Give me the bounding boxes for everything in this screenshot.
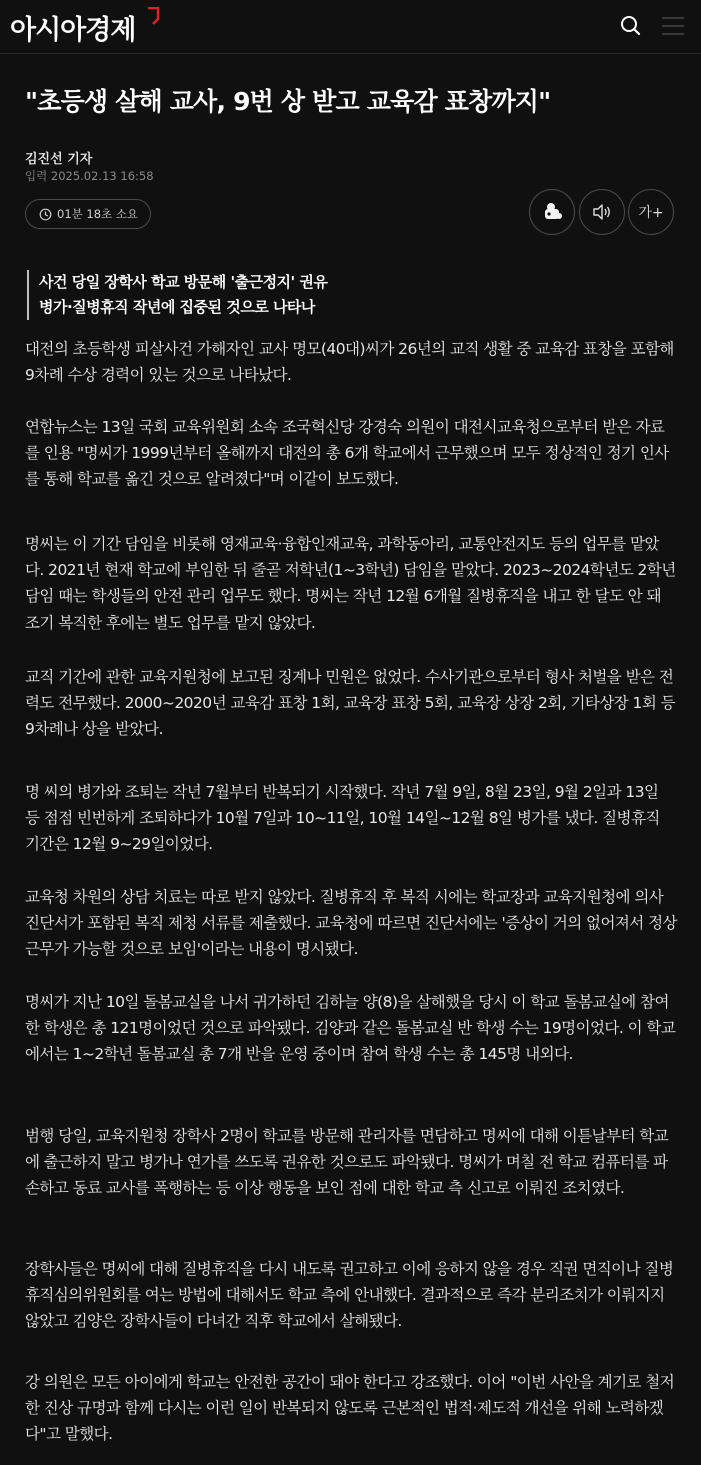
- font-size-label: 가+: [638, 205, 664, 221]
- article-paragraph: 명씨가 지난 10일 돌봄교실을 나서 귀가하던 김하늘 양(8)을 살해했을 당시 이 학교 돌봄교실에 참여한 학생은 총 121명이었던 것으로 파악됐다. 김양과 같은 돌봄교실 반 학생 수는 19명이었다. 이 학교에서는 1~2학년 돌봄교실 총 7개 반을 운영 중이며 참여 학생 수는 총 145명 내외다.: [25, 993, 676, 1064]
- subhead-line: 병가·질병휴직 작년에 집중된 것으로 나타나: [39, 298, 315, 316]
- share-button[interactable]: [529, 189, 575, 235]
- article-paragraph: 명씨는 이 기간 담임을 비롯해 영재교육·융합인재교육, 과학동아리, 교통안전지도 등의 업무를 맡았다. 2021년 현재 학교에 부임한 뒤 줄곧 저학년(1~3학년) 담임을 맡았다. 2023~2024학년도 2학년 담임 때는 학생들의 안전 관리 업무도 했다. 명씨는 작년 12월 6개월 질병휴직을 내고 한 달도 안 돼 조기 복직한 후에는 별도 업무를 맡지 않았다.: [25, 535, 676, 632]
- article-paragraph: 연합뉴스는 13일 국회 교육위원회 소속 조국혁신당 강경숙 의원이 대전시교육청으로부터 받은 자료를 인용 "명씨가 1999년부터 올해까지 대전의 총 6개 학교에서 근무했으며 모두 정상적인 정기 인사를 통해 학교를 옮긴 것으로 알려졌다"며 이같이 보도했다.: [25, 418, 669, 489]
- search-button[interactable]: [616, 11, 646, 41]
- article-paragraph: 장학사들은 명씨에 대해 질병휴직을 다시 내도록 권고하고 이에 응하지 않을 경우 직권 면직이나 질병휴직심의위원회를 여는 방법에 대해서도 학교 측에 안내했다. 결과적으로 즉각 분리조치가 이뤄지지 않았고 김양은 장학사들이 다녀간 직후 학교에서 살해됐다.: [25, 1260, 674, 1331]
- search-icon: [616, 11, 646, 41]
- font-size-button[interactable]: [628, 189, 674, 235]
- clock-icon: [39, 208, 52, 221]
- article-paragraph: 강 의원은 모든 아이에게 학교는 안전한 공간이 돼야 한다고 강조했다. 이어 "이번 사안을 계기로 철저한 진상 규명과 함께 다시는 이런 일이 반복되지 않도록 근본적인 법적·제도적 개선을 위해 노력하겠다"고 말했다.: [25, 1373, 675, 1444]
- publish-date: 입력 2025.02.13 16:58: [25, 169, 154, 183]
- share-icon: [539, 199, 565, 225]
- article-paragraph: 대전의 초등학생 피살사건 가해자인 교사 명모(40대)씨가 26년의 교직 생활 중 교육감 표창을 포함해 9차례 수상 경력이 있는 것으로 나타났다.: [25, 340, 674, 385]
- article-paragraph: 교육청 차원의 상담 치료는 따로 받지 않았다. 질병휴직 후 복직 시에는 학교장과 교육지원청에 의사진단서가 포함된 복직 제청 서류를 제출했다. 교육청에 따르면 진단서에는 '증상이 거의 없어져서 정상 근무가 가능할 것으로 보임'이라는 내용이 명시됐다.: [25, 888, 677, 959]
- article-paragraph: 범행 당일, 교육지원청 장학사 2명이 학교를 방문해 관리자를 면담하고 명씨에 대해 이튿날부터 학교에 출근하지 말고 병가나 연가를 쓰도록 권유한 것으로도 파악됐다. 명씨가 며칠 전 학교 컴퓨터를 파손하고 동료 교사를 폭행하는 등 이상 행동을 보인 점에 대한 학교 측 신고로 이뤄진 조치였다.: [25, 1127, 669, 1198]
- read-time-badge: [25, 199, 151, 229]
- read-time-text: 01분 18초 소요: [57, 207, 139, 221]
- speaker-icon: [590, 200, 614, 224]
- site-logo[interactable]: 아시아경제: [10, 15, 136, 46]
- article-paragraph: 교직 기간에 관한 교육지원청에 보고된 징계나 민원은 없었다. 수사기관으로부터 형사 처벌을 받은 전력도 전무했다. 2000~2020년 교육감 표창 1회, 교육장 표창 5회, 교육장 상장 2회, 기타상장 1회 등 9차례나 상을 받았다.: [25, 668, 676, 739]
- hamburger-menu-icon: [656, 12, 690, 40]
- article-paragraph: 명 씨의 병가와 조퇴는 작년 7월부터 반복되기 시작했다. 작년 7월 9일, 8월 23일, 9월 2일과 13일 등 점점 빈번하게 조퇴하다가 10월 7일과 10~11일, 10월 14일~12월 8일 병가를 냈다. 질병휴직 기간은 12월 9~29일이었다.: [25, 783, 660, 854]
- logo-mark-icon: [146, 7, 160, 25]
- article-title: "초등생 살해 교사, 9번 상 받고 교육감 표창까지": [25, 87, 551, 116]
- audio-button[interactable]: [579, 189, 625, 235]
- subhead-line: 사건 당일 장학사 학교 방문해 '출근정지' 권유: [39, 273, 328, 291]
- site-header: [0, 0, 701, 54]
- menu-button[interactable]: [656, 12, 690, 40]
- article-subheads: [27, 270, 667, 320]
- author-name[interactable]: 김진선 기자: [25, 152, 93, 167]
